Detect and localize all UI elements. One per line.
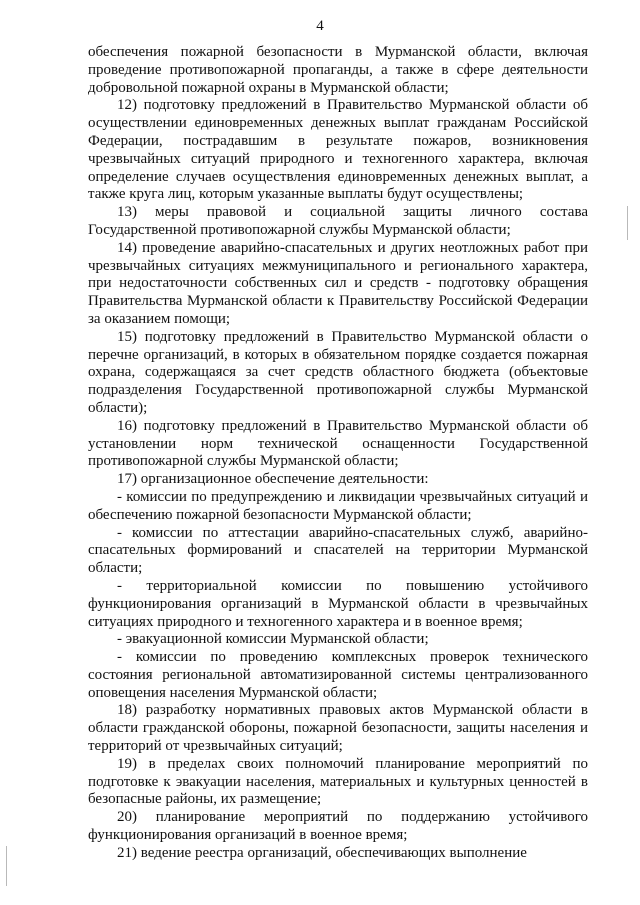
subitem-territorial-commission: - территориальной комиссии по повышению устойчивого функционирования организаций в Мурманской области в чрезвычайных ситуациях природного и техногенного характера и в военное время; — [88, 577, 588, 630]
page-number: 4 — [316, 18, 324, 34]
subitem-evacuation-commission: - эвакуационной комиссии Мурманской области; — [117, 631, 429, 648]
paragraph-item-13: 13) меры правовой и социальной защиты личного состава Государственной противопожарной службы Мурманской области; — [88, 204, 588, 238]
paragraph-continuation: обеспечения пожарной безопасности в Мурманской области, включая проведение противопожарной пропаганды, а также в сфере деятельности добровольной пожарной охраны в Мурманской области; — [88, 44, 588, 96]
paragraph-item-17: 17) организационное обеспечение деятельности: — [117, 471, 429, 488]
paragraph-item-19: 19) в пределах своих полномочий планирование мероприятий по подготовке к эвакуации населения, материальных и культурных ценностей в безопасные районы, их размещение; — [88, 755, 588, 808]
document-body — [88, 44, 588, 863]
paragraph-item-20: 20) планирование мероприятий по поддержанию устойчивого функционирования организаций в военное время; — [88, 809, 588, 844]
paragraph-item-12: 12) подготовку предложений в Правительство Мурманской области об осуществлении единовременных денежных выплат гражданам Российской Федерации, пострадавшим в результате пожаров, возникновения чрезвычайных ситуаций природного и техногенного характера, включая определение случаев осуществления единовременных денежных выплат, а также круга лиц, которым указанные выплаты будут осуществлены; — [88, 97, 588, 203]
margin-mark — [627, 206, 628, 240]
subitem-emergency-commission: - комиссии по предупреждению и ликвидации чрезвычайных ситуаций и обеспечению пожарной безопасности Мурманской области; — [88, 488, 588, 523]
paragraph-item-14: 14) проведение аварийно-спасательных и других неотложных работ при чрезвычайных ситуациях межмуниципального и регионального характера, при недостаточности собственных сил и средств - подготовку обращения Правительства Мурманской области к Правительству Российской Федерации за оказанием помощи; — [88, 239, 588, 327]
subitem-inspection-commission: - комиссии по проведению комплексных проверок технического состояния региональной автоматизированной системы централизованного оповещения населения Мурманской области; — [88, 649, 588, 701]
paragraph-item-21: 21) ведение реестра организаций, обеспечивающих выполнение — [117, 844, 527, 861]
paragraph-item-15: 15) подготовку предложений в Правительство Мурманской области о перечне организаций, в которых в обязательном порядке создается пожарная охрана, содержащаяся за счет средств областного бюджета (объектовые подразделения Государственной противопожарной службы Мурманской области); — [88, 328, 588, 416]
paragraph-item-16: 16) подготовку предложений в Правительство Мурманской области об установлении норм технической оснащенности Государственной противопожарной службы Мурманской области; — [88, 417, 588, 470]
subitem-attestation-commission: - комиссии по аттестации аварийно-спасательных служб, аварийно-спасательных формирований и спасателей на территории Мурманской области; — [88, 524, 588, 577]
margin-mark-left — [6, 846, 7, 886]
paragraph-item-18: 18) разработку нормативных правовых актов Мурманской области в области гражданской обороны, пожарной безопасности, защиты населения и территорий от чрезвычайных ситуаций; — [88, 702, 588, 755]
